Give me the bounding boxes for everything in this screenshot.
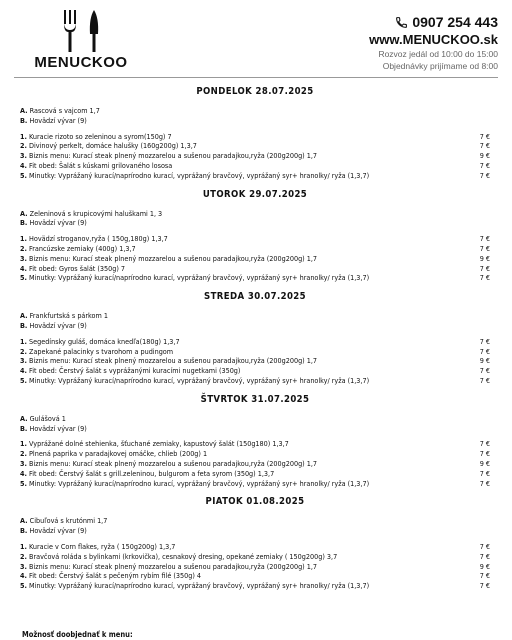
meal-item bbox=[20, 132, 490, 142]
meal-text: Fit obed: Čerstvý šalát s vyprážanými kuracími nugetkami (350g) bbox=[29, 366, 241, 376]
meal-text: Minutky: Vyprážaný kurací/naprírodno kurací, vyprážaný bravčový, vyprážaný syr+ hranolky/ ryža (1,3,7) bbox=[29, 375, 370, 385]
soup-text: Hovädzí vývar (9) bbox=[29, 115, 87, 125]
meal-text: Kuracie rizoto so zeleninou a syrom(150g) 7 bbox=[29, 131, 172, 141]
meal-price: 7 € bbox=[479, 366, 490, 376]
meal-key: 4. bbox=[20, 366, 27, 376]
soup-key: B. bbox=[20, 526, 28, 536]
soup-key: B. bbox=[20, 423, 28, 433]
soup-list bbox=[20, 209, 490, 229]
day-title: UTOROK 29.07.2025 bbox=[202, 188, 308, 200]
soup-item bbox=[20, 321, 490, 331]
meal-item bbox=[20, 469, 490, 479]
soup-text: Hovädzí vývar (9) bbox=[29, 423, 87, 433]
soup-key: A. bbox=[20, 208, 28, 218]
meal-text: Biznis menu: Kurací steak plnený mozzarelou a sušenou paradajkou,ryža (200g200g) 1,7 bbox=[29, 253, 318, 263]
meal-key: 3. bbox=[20, 561, 27, 571]
meal-text: Kuracie v Corn flakes, ryža ( 150g200g) 1,3,7 bbox=[29, 541, 176, 551]
soup-item bbox=[20, 116, 490, 126]
meal-text: Minutky: Vyprážaný kurací/naprírodno kurací, vyprážaný bravčový, vyprážaný syr+ hranolky/ ryža (1,3,7) bbox=[29, 170, 370, 180]
soup-item bbox=[20, 526, 490, 536]
meal-price: 7 € bbox=[479, 571, 490, 581]
meal-key: 3. bbox=[20, 356, 27, 366]
phone-icon bbox=[395, 16, 408, 29]
soup-text: Zeleninová s krupicovými haluškami 1, 3 bbox=[29, 208, 163, 218]
weekly-menu bbox=[0, 78, 512, 591]
meal-price: 7 € bbox=[479, 131, 490, 141]
meal-text: Francúzske zemiaky (400g) 1,3,7 bbox=[29, 243, 136, 253]
day-section bbox=[0, 78, 512, 181]
soup-item bbox=[20, 516, 490, 526]
soup-key: B. bbox=[20, 320, 28, 330]
meal-price: 7 € bbox=[479, 468, 490, 478]
meal-list bbox=[20, 234, 490, 283]
meal-key: 3. bbox=[20, 151, 27, 161]
day-title: PIATOK 01.08.2025 bbox=[205, 496, 305, 508]
meal-key: 5. bbox=[20, 375, 27, 385]
brand-name: MENUCKOO bbox=[34, 54, 128, 71]
footer-note: Možnosť doobjednať k menu: bbox=[22, 630, 133, 639]
logo bbox=[26, 10, 136, 71]
meal-key: 5. bbox=[20, 478, 27, 488]
meal-price: 7 € bbox=[479, 541, 490, 551]
soup-key: A. bbox=[20, 106, 28, 115]
soup-list bbox=[20, 516, 490, 536]
meal-item bbox=[20, 254, 490, 264]
website-link[interactable]: www.MENUCKOO.sk bbox=[369, 32, 498, 47]
meal-price: 9 € bbox=[479, 253, 490, 263]
soup-text: Cibuľová s krutónmi 1,7 bbox=[29, 516, 108, 526]
soup-text: Gulášová 1 bbox=[29, 413, 66, 423]
meal-list bbox=[20, 439, 490, 488]
day-section bbox=[0, 488, 512, 591]
meal-text: Segedínsky guláš, domáca knedľa(180g) 1,3,7 bbox=[29, 336, 180, 346]
meal-key: 1. bbox=[20, 234, 27, 244]
meal-key: 2. bbox=[20, 449, 27, 459]
meal-text: Biznis menu: Kurací steak plnený mozzarelou a sušenou paradajkou,ryža (200g200g) 1,7 bbox=[29, 151, 318, 161]
knife-icon bbox=[89, 10, 99, 52]
meal-price: 7 € bbox=[479, 170, 490, 180]
meal-price: 7 € bbox=[479, 375, 490, 385]
soup-list bbox=[20, 414, 490, 434]
soup-text: Rascová s vajcom 1,7 bbox=[29, 106, 100, 115]
soup-text: Hovädzí vývar (9) bbox=[29, 320, 87, 330]
soup-item bbox=[20, 414, 490, 424]
meal-item bbox=[20, 171, 490, 181]
meal-list bbox=[20, 337, 490, 386]
meal-item bbox=[20, 264, 490, 274]
day-title: PONDELOK 28.07.2025 bbox=[196, 86, 314, 97]
day-section bbox=[0, 181, 512, 284]
soup-item bbox=[20, 106, 490, 116]
soup-key: A. bbox=[20, 311, 28, 321]
meal-item bbox=[20, 542, 490, 552]
soup-item bbox=[20, 218, 490, 228]
meal-item bbox=[20, 562, 490, 572]
meal-price: 7 € bbox=[479, 439, 490, 449]
day-section bbox=[0, 283, 512, 386]
meal-key: 1. bbox=[20, 439, 27, 449]
meal-price: 9 € bbox=[479, 356, 490, 366]
soup-text: Frankfurtská s párkom 1 bbox=[29, 311, 108, 321]
meal-item bbox=[20, 273, 490, 283]
soup-key: A. bbox=[20, 516, 28, 526]
meal-key: 3. bbox=[20, 458, 27, 468]
meal-item bbox=[20, 151, 490, 161]
soup-text: Hovädzí vývar (9) bbox=[29, 526, 87, 536]
meal-price: 7 € bbox=[479, 160, 490, 170]
meal-text: Biznis menu: Kurací steak plnený mozzarelou a sušenou paradajkou,ryža (200g200g) 1,7 bbox=[29, 356, 318, 366]
meal-item bbox=[20, 244, 490, 254]
meal-price: 7 € bbox=[479, 551, 490, 561]
meal-text: Fit obed: Gyros šalát (350g) 7 bbox=[29, 263, 126, 273]
meal-text: Biznis menu: Kurací steak plnený mozzarelou a sušenou paradajkou,ryža (200g200g) 1,7 bbox=[29, 561, 318, 571]
meal-key: 4. bbox=[20, 468, 27, 478]
header bbox=[0, 0, 512, 78]
day-title: ŠTVRTOK 31.07.2025 bbox=[200, 393, 310, 405]
soup-item bbox=[20, 209, 490, 219]
meal-key: 2. bbox=[20, 551, 27, 561]
soup-key: A. bbox=[20, 413, 28, 423]
meal-price: 9 € bbox=[479, 458, 490, 468]
meal-text: Fit obed: Šalát s kúskami grilovaného lososa bbox=[29, 160, 173, 170]
meal-price: 9 € bbox=[479, 561, 490, 571]
meal-item bbox=[20, 347, 490, 357]
meal-key: 2. bbox=[20, 141, 27, 151]
meal-text: Divinový perkelt, domáce halušky (160g200g) 1,3,7 bbox=[29, 141, 197, 151]
meal-text: Zapekané palacinky s tvarohom a pudingom bbox=[29, 346, 174, 356]
meal-key: 1. bbox=[20, 541, 27, 551]
meal-text: Fit obed: Čerstvý šalát s grill.zeleninou, bulgurom a feta syrom (350g) 1,3,7 bbox=[29, 468, 275, 478]
meal-text: Minutky: Vyprážaný kurací/naprírodno kurací, vyprážaný bravčový, vyprážaný syr+ hranolky/ ryža (1,3,7) bbox=[29, 581, 370, 591]
delivery-hours: Rozvoz jedál od 10:00 do 15:00 bbox=[378, 49, 498, 59]
soup-list bbox=[20, 311, 490, 331]
soup-item bbox=[20, 424, 490, 434]
meal-item bbox=[20, 141, 490, 151]
meal-key: 1. bbox=[20, 131, 27, 141]
meal-item bbox=[20, 479, 490, 489]
meal-text: Vyprážané dolné stehienka, šťuchané zemiaky, kapustový šalát (150g180) 1,3,7 bbox=[29, 439, 289, 449]
fork-icon bbox=[63, 10, 77, 52]
meal-item bbox=[20, 459, 490, 469]
meal-price: 7 € bbox=[479, 449, 490, 459]
meal-text: Minutky: Vyprážaný kurací/naprírodno kurací, vyprážaný bravčový, vyprážaný syr+ hranolky/ ryža (1,3,7) bbox=[29, 273, 370, 283]
day-section bbox=[0, 386, 512, 489]
meal-price: 7 € bbox=[479, 336, 490, 346]
soup-item bbox=[20, 311, 490, 321]
meal-key: 2. bbox=[20, 346, 27, 356]
meal-key: 3. bbox=[20, 253, 27, 263]
meal-price: 7 € bbox=[479, 346, 490, 356]
day-title: STREDA 30.07.2025 bbox=[204, 291, 306, 303]
meal-price: 7 € bbox=[479, 243, 490, 253]
meal-key: 2. bbox=[20, 243, 27, 253]
meal-item bbox=[20, 366, 490, 376]
meal-price: 9 € bbox=[479, 151, 490, 161]
meal-item bbox=[20, 376, 490, 386]
soup-key: B. bbox=[20, 115, 28, 125]
meal-text: Hovädzí stroganov,ryža ( 150g,180g) 1,3,7 bbox=[29, 234, 168, 244]
meal-key: 4. bbox=[20, 571, 27, 581]
meal-item bbox=[20, 449, 490, 459]
contact-info bbox=[369, 14, 498, 71]
soup-key: B. bbox=[20, 218, 28, 228]
meal-text: Minutky: Vyprážaný kurací/naprírodno kurací, vyprážaný bravčový, vyprážaný syr+ hranolky/ ryža (1,3,7) bbox=[29, 478, 370, 488]
meal-price: 7 € bbox=[479, 234, 490, 244]
meal-text: Bravčová roláda s bylinkami (krkovička), cesnakový dresing, opekané zemiaky ( 150g200g) 3,7 bbox=[29, 551, 338, 561]
meal-item bbox=[20, 581, 490, 591]
meal-item bbox=[20, 337, 490, 347]
meal-item bbox=[20, 552, 490, 562]
phone-number[interactable]: 0907 254 443 bbox=[412, 14, 498, 30]
meal-price: 7 € bbox=[479, 263, 490, 273]
meal-item bbox=[20, 234, 490, 244]
soup-text: Hovädzí vývar (9) bbox=[29, 218, 87, 228]
meal-text: Plnená paprika v paradajkovej omáčke, chlieb (200g) 1 bbox=[29, 449, 208, 459]
order-hours: Objednávky prijímame od 8:00 bbox=[382, 61, 498, 71]
meal-key: 4. bbox=[20, 160, 27, 170]
meal-key: 5. bbox=[20, 581, 27, 591]
meal-text: Fit obed: Čerstvý šalát s pečeným rybím filé (350g) 4 bbox=[29, 571, 202, 581]
meal-key: 4. bbox=[20, 263, 27, 273]
meal-item bbox=[20, 161, 490, 171]
meal-price: 7 € bbox=[479, 273, 490, 283]
meal-price: 7 € bbox=[479, 581, 490, 591]
soup-list bbox=[20, 106, 490, 126]
meal-list bbox=[20, 542, 490, 591]
meal-price: 7 € bbox=[479, 478, 490, 488]
meal-item bbox=[20, 356, 490, 366]
meal-list bbox=[20, 132, 490, 181]
meal-key: 5. bbox=[20, 170, 27, 180]
meal-price: 7 € bbox=[479, 141, 490, 151]
meal-item bbox=[20, 439, 490, 449]
meal-text: Biznis menu: Kurací steak plnený mozzarelou a sušenou paradajkou,ryža (200g200g) 1,7 bbox=[29, 458, 318, 468]
meal-key: 1. bbox=[20, 336, 27, 346]
meal-key: 5. bbox=[20, 273, 27, 283]
meal-item bbox=[20, 571, 490, 581]
